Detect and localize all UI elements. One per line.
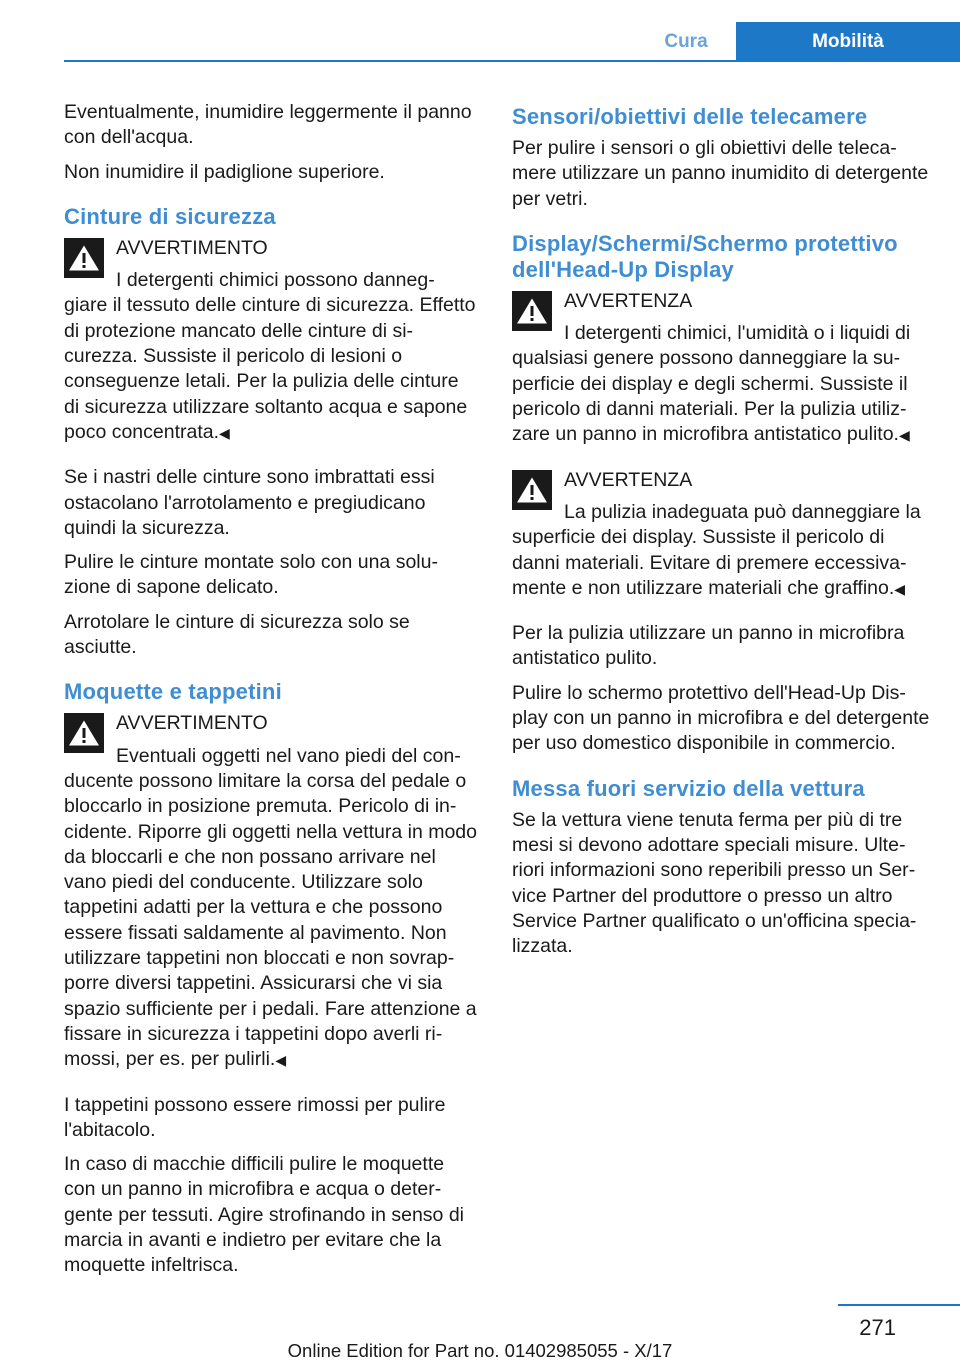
- page-number: 271: [859, 1315, 896, 1340]
- body-paragraph: In caso di macchie difficili pulire le moquette con un panno in microfibra e acqua o detergente per tessuti. Agire strofinando in senso di marcia in avanti e indietro per evitare che la moquette infeltrisca.: [64, 1153, 464, 1277]
- warning-lead: La pulizia inadeguata può danneggiare la: [564, 500, 921, 523]
- warning-block-belts: [64, 236, 478, 446]
- warning-body-text: ducente possono limitare la corsa del pedale o bloccarlo in posizione premuta. Pericolo di incidente. Riporre gli oggetti nella vettura in modo da bloccarli e che non possano arrivare nel vano piedi del conducente. Utilizzare solo tappetini adatti per la vettura e che possono essere fissati saldamente al pavimento. Non utilizzare tappetini non bloccati e non sovrapporre diversi tappetini. Assicurarsi che vi sia spazio sufficiente per i pedali. Fare attenzione a fissare in sicurezza i tappetini dopo averli rimossi, per es. per pulirli.: [64, 769, 477, 1071]
- tab-mobilita[interactable]: Mobilità: [736, 22, 960, 62]
- end-mark-icon: ◀: [219, 424, 230, 441]
- left-column: [64, 100, 478, 1288]
- header-nav: [64, 22, 960, 62]
- body-paragraph: Se la vettura viene tenuta ferma per più di tre mesi si devono adottare speciali misure. Ulteriori informazioni sono reperibili presso un Service Partner del produttore o presso un altro Service Partner qualificato o un'officina specializzata.: [512, 808, 917, 958]
- body-paragraph: Pulire lo schermo protettivo dell'Head-Up Display con un panno in microfibra e del detergente per uso domestico disponibile in commercio.: [512, 681, 930, 755]
- body-paragraph: Arrotolare le cinture di sicurezza solo se asciutte.: [64, 610, 410, 659]
- warning-body: [512, 346, 930, 448]
- intro-paragraph: Eventualmente, inumidire leggermente il panno con dell'acqua.: [64, 101, 472, 149]
- end-mark-icon: ◀: [275, 1052, 287, 1069]
- warning-label: AVVERTIMENTO: [116, 236, 268, 259]
- warning-body: [512, 525, 930, 602]
- warning-lead: I detergenti chimici possono danneg-: [116, 269, 435, 292]
- end-mark-icon: ◀: [894, 580, 906, 597]
- warning-body-text: qualsiasi genere possono danneggiare la superficie dei display e degli schermi. Sussiste il pericolo di danni materiali. Per la pulizia utilizzare un panno in microfibra antistatico pulito.: [512, 347, 908, 446]
- warning-block-display-1: [512, 289, 930, 449]
- body-paragraph: Per la pulizia utilizzare un panno in microfibra antistatico pulito.: [512, 622, 905, 670]
- right-column: [512, 100, 930, 968]
- warning-body: [64, 769, 478, 1074]
- section-heading-storage: Messa fuori servizio della vettura: [512, 775, 865, 801]
- body-paragraph: Se i nastri delle cinture sono imbrattati essi ostacolano l'arrotolamento e pregiudicano quindi la sicurezza.: [64, 466, 435, 539]
- intro-paragraph: Non inumidire il padiglione superiore.: [64, 160, 385, 183]
- warning-label: AVVERTIMENTO: [116, 712, 268, 735]
- warning-body-text: giare il tessuto delle cinture di sicurezza. Effetto di protezione mancato delle cinture di sicurezza. Sussiste il pericolo di lesioni o conseguenze letali. Per la pulizia delle cinture di sicurezza utilizzare soltanto acqua e sapone poco concentrata.: [64, 294, 476, 443]
- warning-lead: Eventuali oggetti nel vano piedi del con-: [116, 744, 461, 767]
- end-mark-icon: ◀: [898, 427, 910, 444]
- tab-cura[interactable]: Cura: [664, 31, 708, 52]
- warning-block-carpets: [64, 711, 478, 1073]
- warning-triangle-icon: [64, 713, 104, 753]
- warning-label: AVVERTENZA: [564, 289, 693, 312]
- warning-triangle-icon: [64, 238, 104, 278]
- warning-body: [64, 293, 478, 446]
- body-paragraph: Per pulire i sensori o gli obiettivi delle telecamere utilizzare un panno inumidito di detergente per vetri.: [512, 137, 929, 210]
- body-paragraph: I tappetini possono essere rimossi per pulire l'abitacolo.: [64, 1093, 446, 1141]
- section-heading-sensors: Sensori/obiettivi delle telecamere: [512, 104, 868, 129]
- section-heading-display: Display/Schermi/Schermo protettivo dell'Head-Up Display: [512, 230, 898, 282]
- section-heading-belts: Cinture di sicurezza: [64, 203, 276, 229]
- header-rule: [64, 60, 960, 62]
- edition-footer: Online Edition for Part no. 01402985055 - X/17: [287, 1340, 673, 1361]
- warning-triangle-icon: [512, 470, 552, 510]
- section-heading-carpets: Moquette e tappetini: [64, 679, 282, 705]
- warning-body-text: superficie dei display. Sussiste il pericolo di danni materiali. Evitare di premere eccessivamente e non utilizzare materiali che graffino.: [512, 526, 907, 599]
- body-paragraph: Pulire le cinture montate solo con una soluzione di sapone delicato.: [64, 551, 438, 599]
- warning-block-display-2: [512, 468, 930, 602]
- footer-rule: [838, 1304, 960, 1306]
- warning-triangle-icon: [512, 291, 552, 331]
- warning-lead: I detergenti chimici, l'umidità o i liquidi di: [564, 322, 911, 345]
- warning-label: AVVERTENZA: [564, 468, 693, 491]
